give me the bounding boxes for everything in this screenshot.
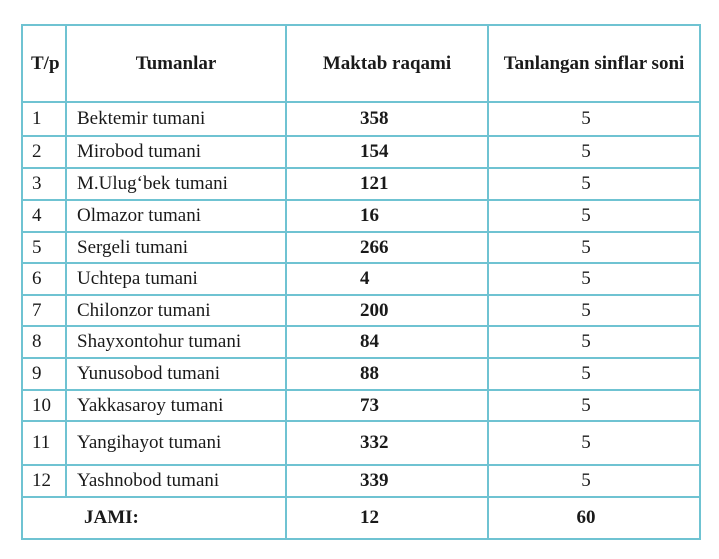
total-label: JAMI: <box>22 497 286 539</box>
row-num: 7 <box>22 295 66 326</box>
table-row <box>22 232 700 263</box>
row-district: Shayxontohur tumani <box>66 326 286 358</box>
row-classes: 5 <box>488 358 700 390</box>
table-row <box>22 295 700 326</box>
row-num: 5 <box>22 232 66 263</box>
table-row <box>22 102 700 136</box>
row-school: 358 <box>286 102 488 136</box>
row-classes: 5 <box>488 232 700 263</box>
row-classes: 5 <box>488 102 700 136</box>
table-row <box>22 200 700 232</box>
row-school: 154 <box>286 136 488 168</box>
total-school: 12 <box>286 497 488 539</box>
row-district: Yunusobod tumani <box>66 358 286 390</box>
row-num: 12 <box>22 465 66 497</box>
table-row <box>22 136 700 168</box>
row-school: 339 <box>286 465 488 497</box>
row-num: 10 <box>22 390 66 421</box>
row-school: 88 <box>286 358 488 390</box>
row-num: 9 <box>22 358 66 390</box>
header-num: T/p <box>22 25 66 102</box>
row-district: Yakkasaroy tumani <box>66 390 286 421</box>
row-district: Sergeli tumani <box>66 232 286 263</box>
table-row <box>22 358 700 390</box>
header-row <box>22 25 700 102</box>
table-row <box>22 263 700 295</box>
row-classes: 5 <box>488 465 700 497</box>
row-district: Olmazor tumani <box>66 200 286 232</box>
row-num: 8 <box>22 326 66 358</box>
total-classes: 60 <box>488 497 700 539</box>
row-classes: 5 <box>488 421 700 465</box>
row-school: 73 <box>286 390 488 421</box>
row-num: 4 <box>22 200 66 232</box>
row-district: Uchtepa tumani <box>66 263 286 295</box>
row-num: 1 <box>22 102 66 136</box>
row-classes: 5 <box>488 390 700 421</box>
row-num: 11 <box>22 421 66 465</box>
row-classes: 5 <box>488 200 700 232</box>
row-district: Yashnobod tumani <box>66 465 286 497</box>
row-district: M.Ulug‘bek tumani <box>66 168 286 200</box>
header-district: Tumanlar <box>66 25 286 102</box>
total-row <box>22 497 700 539</box>
row-num: 6 <box>22 263 66 295</box>
row-district: Bektemir tumani <box>66 102 286 136</box>
row-school: 4 <box>286 263 488 295</box>
row-school: 121 <box>286 168 488 200</box>
row-classes: 5 <box>488 295 700 326</box>
row-classes: 5 <box>488 326 700 358</box>
row-num: 3 <box>22 168 66 200</box>
row-district: Mirobod tumani <box>66 136 286 168</box>
row-school: 200 <box>286 295 488 326</box>
row-school: 16 <box>286 200 488 232</box>
row-classes: 5 <box>488 263 700 295</box>
row-num: 2 <box>22 136 66 168</box>
row-district: Yangihayot tumani <box>66 421 286 465</box>
row-classes: 5 <box>488 168 700 200</box>
row-school: 266 <box>286 232 488 263</box>
table-row <box>22 390 700 421</box>
districts-table <box>21 24 701 540</box>
row-district: Chilonzor tumani <box>66 295 286 326</box>
header-classes: Tanlangan sinflar soni <box>488 25 700 102</box>
table-row <box>22 421 700 465</box>
row-classes: 5 <box>488 136 700 168</box>
table-row <box>22 326 700 358</box>
table-row <box>22 168 700 200</box>
table-row <box>22 465 700 497</box>
header-school: Maktab raqami <box>286 25 488 102</box>
row-school: 84 <box>286 326 488 358</box>
row-school: 332 <box>286 421 488 465</box>
